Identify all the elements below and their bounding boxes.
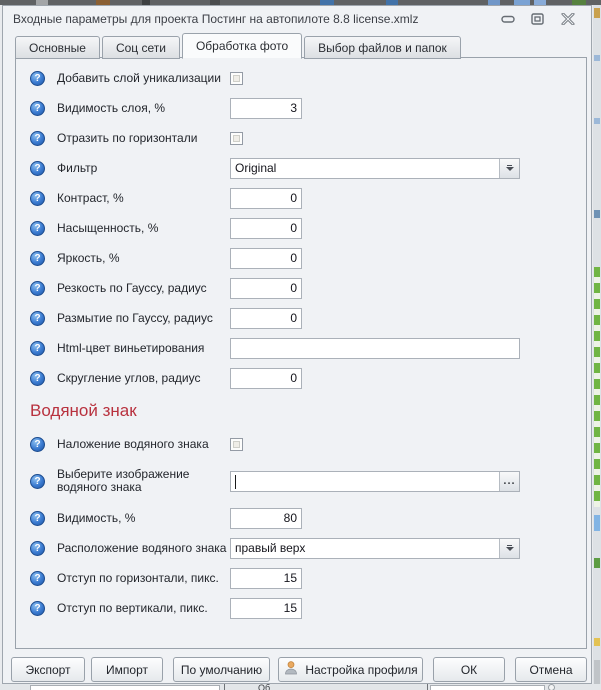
row-label-brightness: Яркость, %	[57, 250, 120, 265]
layer-visibility-input[interactable]	[230, 98, 302, 119]
row-vignette-html-color	[30, 333, 586, 363]
help-icon[interactable]: ?	[30, 251, 45, 266]
help-icon[interactable]: ?	[30, 221, 45, 236]
help-icon[interactable]: ?	[30, 474, 45, 489]
row-label-vignette-html-color: Html-цвет виньетирования	[57, 340, 205, 355]
help-icon[interactable]: ?	[30, 311, 45, 326]
vignette-html-color-input[interactable]	[230, 338, 520, 359]
background-fragment	[430, 685, 545, 690]
help-icon[interactable]: ?	[30, 511, 45, 526]
tab-osnovnye[interactable]: Основные	[15, 36, 100, 59]
window-title: Входные параметры для проекта Постинг на автопилоте 8.8 license.xmlz	[13, 12, 419, 26]
tab-soc-seti[interactable]: Соц сети	[102, 36, 180, 59]
dropdown-arrow-glyph	[506, 165, 514, 171]
row-gauss-blur-radius	[30, 303, 586, 333]
row-flip-horizontal	[30, 123, 586, 153]
row-label-saturation: Насыщенность, %	[57, 220, 159, 235]
export-button[interactable]	[11, 657, 85, 682]
export-button-label: Экспорт	[25, 662, 71, 677]
gauss-sharpen-radius-input[interactable]	[230, 278, 302, 299]
background-fragment	[594, 118, 600, 124]
watermark-visibility-input[interactable]	[230, 508, 302, 529]
filter-select[interactable]	[230, 158, 520, 179]
tab-obrabotka-foto[interactable]: Обработка фото	[182, 33, 302, 59]
section-header-watermark-section: Водяной знак	[30, 401, 137, 420]
watermark-overlay-checkbox[interactable]	[230, 438, 243, 451]
form-rows	[30, 63, 586, 623]
contrast-input[interactable]	[230, 188, 302, 209]
help-icon[interactable]: ?	[30, 281, 45, 296]
help-icon[interactable]: ?	[30, 131, 45, 146]
background-fragment	[594, 638, 600, 646]
background-fragment	[594, 267, 600, 507]
defaults-button[interactable]	[173, 657, 270, 682]
row-label-watermark-image: Выберите изображение водяного знака	[57, 467, 190, 494]
chevron-down-icon[interactable]	[499, 159, 519, 178]
flip-horizontal-checkbox[interactable]	[230, 132, 243, 145]
help-icon[interactable]: ?	[30, 71, 45, 86]
background-text-fragment: Об	[258, 684, 271, 690]
row-label-add-uniqualization-layer: Добавить слой уникализации	[57, 70, 221, 85]
add-uniqualization-layer-checkbox[interactable]	[230, 72, 243, 85]
help-icon[interactable]: ?	[30, 191, 45, 206]
row-add-uniqualization-layer	[30, 63, 586, 93]
saturation-input[interactable]	[230, 218, 302, 239]
background-fragment	[594, 55, 600, 61]
row-watermark-position	[30, 533, 586, 563]
row-offset-horizontal	[30, 563, 586, 593]
watermark-position-selected-value: правый верх	[235, 541, 306, 555]
row-offset-vertical	[30, 593, 586, 623]
row-label-layer-visibility: Видимость слоя, %	[57, 100, 166, 115]
minimize-icon[interactable]	[500, 13, 515, 26]
row-layer-visibility	[30, 93, 586, 123]
titlebar[interactable]	[3, 6, 591, 32]
user-icon	[283, 660, 299, 679]
row-corner-rounding-radius	[30, 363, 586, 393]
row-label-gauss-sharpen-radius: Резкость по Гауссу, радиус	[57, 280, 207, 295]
background-fragment	[224, 684, 225, 690]
dialog-window	[2, 5, 592, 684]
row-label-filter: Фильтр	[57, 160, 98, 175]
brightness-input[interactable]	[230, 248, 302, 269]
watermark-position-select[interactable]	[230, 538, 520, 559]
background-fragment	[594, 558, 600, 568]
row-label-offset-vertical: Отступ по вертикали, пикс.	[57, 600, 208, 615]
help-icon[interactable]: ?	[30, 571, 45, 586]
cancel-button[interactable]	[515, 657, 587, 682]
ok-button[interactable]	[433, 657, 505, 682]
row-gauss-sharpen-radius	[30, 273, 586, 303]
ok-button-label: ОК	[460, 662, 478, 677]
help-icon[interactable]: ?	[30, 341, 45, 356]
row-label-gauss-blur-radius: Размытие по Гауссу, радиус	[57, 310, 213, 325]
offset-horizontal-input[interactable]	[230, 568, 302, 589]
footer-buttons	[11, 657, 587, 682]
row-label-watermark-position: Расположение водяного знака	[57, 540, 227, 555]
corner-rounding-radius-input[interactable]	[230, 368, 302, 389]
ellipsis-icon: ...	[503, 475, 516, 487]
row-label-flip-horizontal: Отразить по горизонтали	[57, 130, 198, 145]
import-button[interactable]	[91, 657, 163, 682]
row-watermark-overlay	[30, 429, 586, 459]
help-icon[interactable]: ?	[30, 101, 45, 116]
row-label-corner-rounding-radius: Скругление углов, радиус	[57, 370, 201, 385]
tab-vybor-faylov-i-papok[interactable]: Выбор файлов и папок	[304, 36, 461, 59]
cancel-button-label: Отмена	[529, 662, 573, 677]
help-icon[interactable]: ?	[30, 161, 45, 176]
profile-settings-button[interactable]	[278, 657, 423, 682]
background-fragment	[548, 684, 555, 690]
row-label-watermark-overlay: Наложение водяного знака	[57, 436, 209, 451]
help-icon[interactable]: ?	[30, 437, 45, 452]
browse-button[interactable]	[499, 472, 519, 491]
window-controls	[500, 13, 575, 26]
background-right-strip	[593, 5, 601, 690]
help-icon[interactable]: ?	[30, 371, 45, 386]
defaults-button-label: По умолчанию	[180, 662, 263, 677]
background-fragment	[594, 515, 600, 531]
photo-processing-panel	[15, 57, 587, 649]
profile-settings-button-label: Настройка профиля	[305, 662, 418, 677]
close-icon[interactable]	[560, 13, 575, 26]
help-icon[interactable]: ?	[30, 601, 45, 616]
background-fragment	[594, 8, 600, 18]
chevron-down-icon[interactable]	[499, 539, 519, 558]
watermark-image-path-field[interactable]	[230, 471, 520, 492]
restore-icon[interactable]	[530, 13, 545, 26]
filter-selected-value: Original	[235, 161, 277, 175]
row-label-watermark-visibility: Видимость, %	[57, 510, 136, 525]
row-watermark-visibility	[30, 503, 586, 533]
background-bottom-strip	[0, 684, 601, 690]
offset-vertical-input[interactable]	[230, 598, 302, 619]
row-filter	[30, 153, 586, 183]
background-fragment	[427, 684, 428, 690]
row-contrast	[30, 183, 586, 213]
background-fragment	[30, 685, 220, 690]
gauss-blur-radius-input[interactable]	[230, 308, 302, 329]
row-brightness	[30, 243, 586, 273]
row-label-contrast: Контраст, %	[57, 190, 124, 205]
watermark-image-path-value	[231, 472, 499, 491]
row-label-offset-horizontal: Отступ по горизонтали, пикс.	[57, 570, 219, 585]
row-saturation	[30, 213, 586, 243]
background-fragment	[594, 210, 600, 218]
tab-bar	[15, 32, 579, 58]
text-caret	[235, 475, 236, 489]
row-watermark-image	[30, 459, 586, 503]
help-icon[interactable]: ?	[30, 541, 45, 556]
import-button-label: Импорт	[106, 662, 148, 677]
dropdown-arrow-glyph	[506, 545, 514, 551]
